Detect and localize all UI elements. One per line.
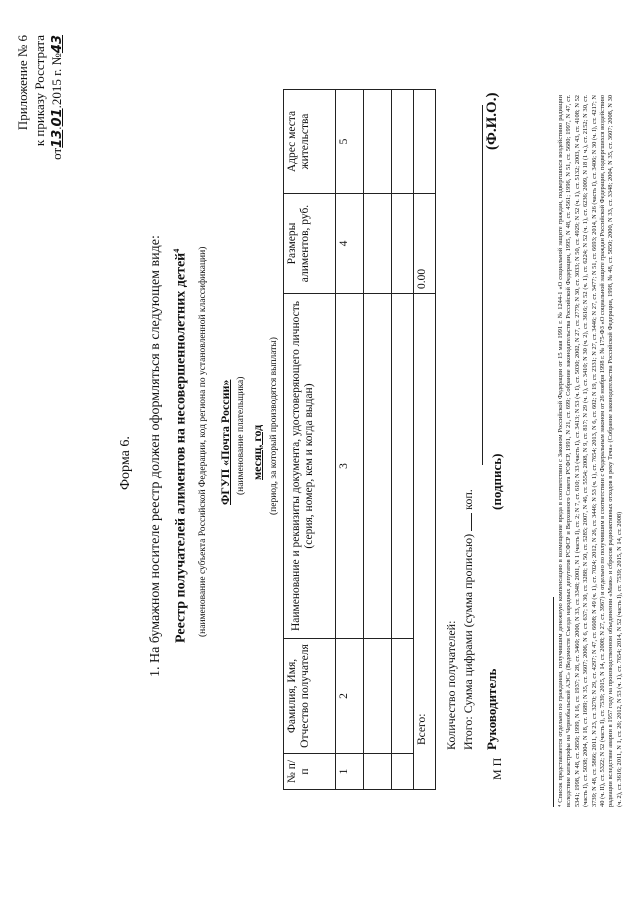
stamp-label: М П xyxy=(490,757,504,780)
footnote-text: ⁴ Список представляется отдельно по гражданам, получившим денежную компенсацию в возмещение вреда в соответствии с Законом Российской Федерации от 15 мая 1991 г. № 1244-1 «О социальной защите граждан, подвергшихся воздействию радиации вследствие катастрофы на Чернобыльской АЭС» (Ведомости Съезда народных депутатов РСФСР и Верховного Совета РСФСР, 1991, N 21, ст. 699; Собрание законодательства Российской Федерации, 1995, N 48, ст. 4561; 1996, N 51, ст. 5680; 1997, N 47, ст. 5341; 1998, N 48, ст. 5850; 1999, N 16, ст. 1937; N 28, ст. 3460; 2000, N 33, ст. 3348; 2001, N 1 (часть I), ст. 2; N 7, ст. 610; N 33 (часть I), ст. 3413; N 53 (ч. I), ст. 5030; 2002, N 27, ст. 2779; N 30, ст. 3033; N 50, ст. 4929; N 52 (ч. 1), ст. 5132; 2003, N 43, ст. 4108; N 52 (часть I), ст. 5038; 2004, N 18, ст. 1689; N 35, ст. 3607; 2006, N 6, ст. 637; N 30, ст. 3288; N 50, ст. 5285; 2007, N 46, ст. 5554; 2008, N 9, ст. 817; N 29 (ч. 1), ст. 3410; N 30 (ч. 2), ст. 3616; N 52 (ч. 1), ст. 6224; N 52 (ч. 1), ст. 6236; 2009, N 18 (1 ч.), ст. 2152; N 30, ст. 3739; N 48, ст. 5866; 2011, N 23, ст. 3270; N 29, ст. 4297; N 47, ст. 6608; N 49 (ч. 1), ст. 7024; 2012, N 26, ст. 3446; N 53 (ч. 1), ст. 7654; 2013, N 6, ст. 602; N 19, ст. 2331; N 27, ст. 3446; N 27, ст. 3477; N 51, ст. 6693; 2014, N 26 (часть I), ст. 3406; N 30 (ч. I), ст. 4217; N 40 (ч. II), ст. 5322; N 52 (часть I), ст. 7539; 2015, N 14, ст. 2008; N 27, ст. 3967) и отдельно по получившим в соответствии с Федеральным законом от 26 ноября 1998 г. № 175-ФЗ «О социальной защите граждан Российской Федерации, подвергшихся воздействию радиации вследствие аварии в 1957 году на производственном объединении «Маяк» и сбросов радиоактивных отходов в реку Теча» (Собрание законодательства Российской Федерации, 1998, № 48, ст. 5850; 2000, N 33, ст. 3348; 2004, N 35, ст. 3607; 2008, N 30 (ч. 2), ст. 3616; 2011, N 1, ст. 26; 2012, N 53 (ч. 1), ст. 7654; 2014, N 52 (часть I), ст. 7539; 2015, N 14, ст. 2008) xyxy=(557,94,623,807)
colnum-3: 3 xyxy=(336,294,364,639)
header-document: Наименование и реквизиты документа, удостоверяющего личность (серия, номер, кем и когда выдан) xyxy=(284,294,336,639)
signature-caption: (подпись) xyxy=(489,453,504,510)
header-fio: Фамилия, Имя, Отчество получателя xyxy=(284,639,336,754)
header-amount: Размеры алиментов, руб. xyxy=(284,194,336,294)
number-prefix: № xyxy=(49,53,64,66)
footnote-rule xyxy=(553,597,554,807)
header-address: Адрес места жительства xyxy=(284,90,336,194)
colnum-2: 2 xyxy=(336,639,364,754)
signature-line xyxy=(482,105,483,465)
column-number-row xyxy=(336,90,364,790)
period-caption: (период, за который производятся выплаты) xyxy=(269,337,279,515)
total-label: Всего: xyxy=(414,294,436,790)
fio-caption: (Ф.И.О.) xyxy=(484,92,500,150)
date-year: 2015 г. xyxy=(49,68,64,106)
appendix-date-line: от13.01.2015 г. №43 xyxy=(49,35,65,160)
appendix-order: к приказу Росстрата xyxy=(32,35,47,147)
instruction-text: 1. На бумажном носителе реестр должен оформляться в следующем виде: xyxy=(148,235,163,677)
payer-name: ФГУП «Почта России» xyxy=(218,379,232,505)
date-day: 13 xyxy=(50,129,65,148)
colnum-4: 4 xyxy=(336,194,364,294)
payer-caption: (наименование плательщика) xyxy=(236,376,246,495)
date-prefix: от xyxy=(49,147,64,160)
head-label-visible: Руководитель xyxy=(484,668,499,750)
register-table xyxy=(283,89,436,790)
period-value: месяц, год xyxy=(250,424,264,480)
region-caption: (наименование субъекта Российской Федерации, код региона по установленной классификации) xyxy=(198,246,208,637)
table-header-row xyxy=(284,90,336,790)
recipients-count: Количество получателей: xyxy=(444,620,458,750)
colnum-5: 5 xyxy=(336,90,364,194)
header-number: № п/п xyxy=(284,754,336,790)
table-row xyxy=(392,90,414,790)
register-title: Реестр получателей алиментов на несовершеннолетних детей$^4$ xyxy=(172,248,189,643)
date-month: 01 xyxy=(50,108,65,127)
footnote-mark: 4 xyxy=(172,248,181,253)
table-row xyxy=(364,90,392,790)
total-line: Итого: Сумма цифрами (сумма прописью) коп. xyxy=(461,489,475,750)
total-value: 0.00 xyxy=(414,194,436,294)
order-number: 43 xyxy=(50,35,65,54)
total-row xyxy=(414,90,436,790)
form-title: Форма 6. xyxy=(118,436,133,490)
appendix-title: Приложение № 6 xyxy=(15,35,30,131)
colnum-1: 1 xyxy=(336,754,364,790)
appendix-block xyxy=(14,35,66,160)
